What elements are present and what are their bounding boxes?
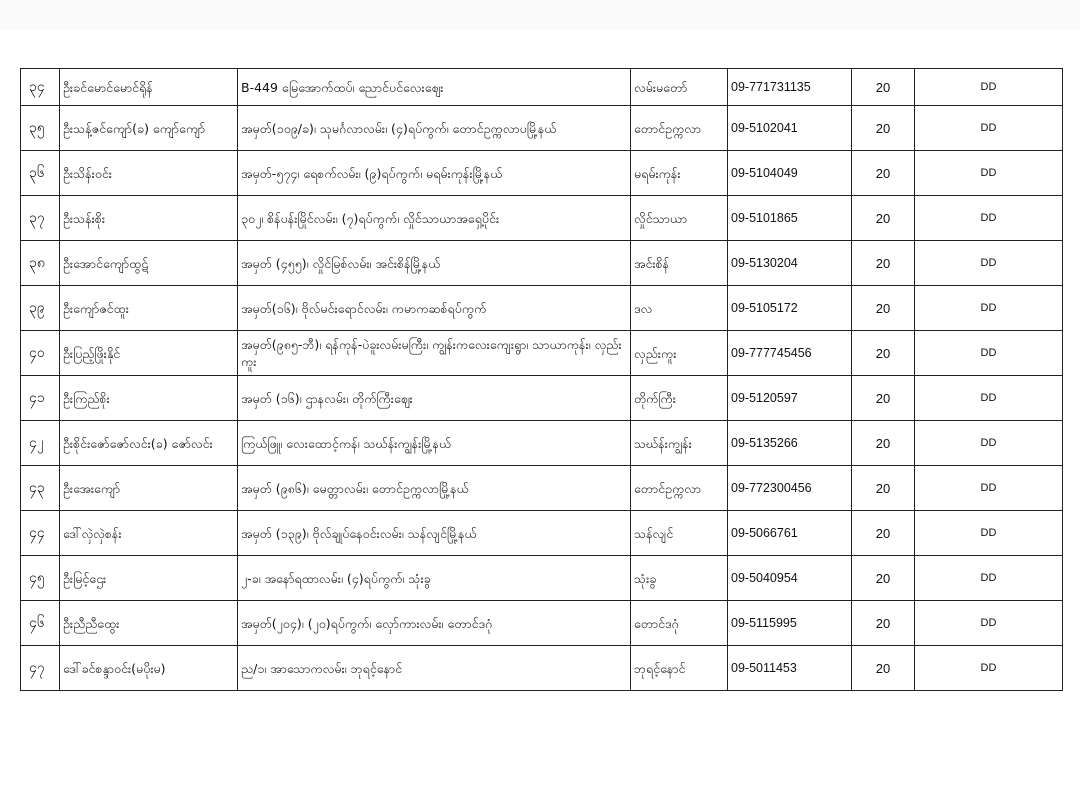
code-cell: DD	[915, 601, 1063, 646]
table-row	[21, 646, 1063, 691]
code-cell: DD	[915, 466, 1063, 511]
quantity-cell: 20	[852, 376, 915, 421]
quantity-cell: 20	[852, 151, 915, 196]
code-cell: DD	[915, 151, 1063, 196]
table-row	[21, 69, 1063, 106]
row-number: ၃၅	[21, 106, 60, 151]
phone-cell: 09-5120597	[728, 376, 852, 421]
township-cell: သုံးခွ	[631, 556, 728, 601]
name-cell: ဦးအောင်ကျော်ထွဋ်	[60, 241, 238, 286]
name-cell: ဦးအေးကျော်	[60, 466, 238, 511]
name-cell: ဦးခင်မောင်မောင်ရိုန်	[60, 69, 238, 106]
address-cell: အမှတ်(၉၈၅-ဘီ)၊ ရန်ကုန်-ပဲခူးလမ်းမကြီး၊ ကျွန်းကလေးကျေးရွာ၊ သာယာကုန်း၊ လှည်းကူး	[238, 331, 631, 376]
row-number: ၃၈	[21, 241, 60, 286]
name-cell: ဦးပြည့်ဖြိုးနိုင်	[60, 331, 238, 376]
address-cell: အမှတ် (၁၆)၊ ဌာနလမ်း၊ တိုက်ကြီးဈေး	[238, 376, 631, 421]
code-cell: DD	[915, 331, 1063, 376]
row-number: ၃၉	[21, 286, 60, 331]
address-cell: အမှတ်-၅၇၄၊ ရေစက်လမ်း၊ (၉)ရပ်ကွက်၊ မရမ်းကုန်းမြို့နယ်	[238, 151, 631, 196]
table-row	[21, 466, 1063, 511]
row-number: ၄၀	[21, 331, 60, 376]
township-cell: မရမ်းကုန်း	[631, 151, 728, 196]
row-number: ၄၆	[21, 601, 60, 646]
row-number: ၄၁	[21, 376, 60, 421]
phone-cell: 09-5105172	[728, 286, 852, 331]
quantity-cell: 20	[852, 556, 915, 601]
address-cell: အမှတ် (၁၃၉)၊ ဗိုလ်ချုပ်နေဝင်းလမ်း၊ သန်လျင်မြို့နယ်	[238, 511, 631, 556]
address-cell: အမှတ်(၁၆)၊ ဗိုလ်မင်းရောင်လမ်း၊ ကမာကဆစ်ရပ်ကွက်	[238, 286, 631, 331]
name-cell: ဦးမြင့်ဌေး	[60, 556, 238, 601]
township-cell: သဃ်န်းကျွန်း	[631, 421, 728, 466]
township-cell: တိုက်ကြီး	[631, 376, 728, 421]
quantity-cell: 20	[852, 196, 915, 241]
row-number: ၄၅	[21, 556, 60, 601]
name-cell: ဦးသန့်ဇင်ကျော်(ခ) ကျော်ကျော်	[60, 106, 238, 151]
code-cell: DD	[915, 241, 1063, 286]
name-cell: ဒေါ်လှဲလှဲစန်း	[60, 511, 238, 556]
township-cell: သန်လျင်	[631, 511, 728, 556]
phone-cell: 09-5101865	[728, 196, 852, 241]
address-cell: ကြယ်ဖြူ၊ လေးထောင့်ကန်၊ သဃ်န်းကျွန်းမြို့နယ်	[238, 421, 631, 466]
phone-cell: 09-5104049	[728, 151, 852, 196]
name-cell: ဦးသန်းစိုး	[60, 196, 238, 241]
phone-cell: 09-5115995	[728, 601, 852, 646]
address-cell: ည/၁၊ အာသောကလမ်း၊ ဘုရင့်နောင်	[238, 646, 631, 691]
quantity-cell: 20	[852, 106, 915, 151]
name-cell: ဦးကြည်စိုး	[60, 376, 238, 421]
code-cell: DD	[915, 511, 1063, 556]
address-cell: အမှတ် (၉၈၆)၊ မေတ္တာလမ်း၊ တောင်ဥက္ကလာမြို့နယ်	[238, 466, 631, 511]
quantity-cell: 20	[852, 331, 915, 376]
township-cell: ဘုရင့်နောင်	[631, 646, 728, 691]
address-cell: ၃၀၂၊ စိန်ပန်းမြိုင်လမ်း၊ (၇)ရပ်ကွက်၊ လှိုင်သာယာအရှေ့ပိုင်း	[238, 196, 631, 241]
row-number: ၃၄	[21, 69, 60, 106]
township-cell: အင်းစိန်	[631, 241, 728, 286]
code-cell: DD	[915, 556, 1063, 601]
name-cell: ဦးစိုင်းဇော်ဇော်လင်း(ခ) ဇော်လင်း	[60, 421, 238, 466]
phone-cell: 09-771731135	[728, 69, 852, 106]
phone-cell: 09-5135266	[728, 421, 852, 466]
quantity-cell: 20	[852, 601, 915, 646]
name-cell: ဦးညီညီထွေး	[60, 601, 238, 646]
address-cell: အမှတ်(၂၀၄)၊ (၂၀)ရပ်ကွက်၊ လှော်ကားလမ်း၊ တောင်ဒဂုံ	[238, 601, 631, 646]
quantity-cell: 20	[852, 466, 915, 511]
quantity-cell: 20	[852, 421, 915, 466]
table-row	[21, 601, 1063, 646]
code-cell: DD	[915, 69, 1063, 106]
address-cell: အမှတ်(၁၀၉/ခ)၊ သုမင်္ဂလာလမ်း၊ (၄)ရပ်ကွက်၊ တောင်ဥက္ကလာပမြို့နယ်	[238, 106, 631, 151]
township-cell: တောင်ဥက္ကလာ	[631, 106, 728, 151]
township-cell: လှည်းကူး	[631, 331, 728, 376]
phone-cell: 09-777745456	[728, 331, 852, 376]
table-row	[21, 241, 1063, 286]
table-row	[21, 106, 1063, 151]
quantity-cell: 20	[852, 286, 915, 331]
name-cell: ဦးသိန်းဝင်း	[60, 151, 238, 196]
township-cell: လှိုင်သာယာ	[631, 196, 728, 241]
name-cell: ဒေါ်ခင်စန္ဒာဝင်း(မပိုးမ)	[60, 646, 238, 691]
quantity-cell: 20	[852, 646, 915, 691]
table-row	[21, 331, 1063, 376]
phone-cell: 09-5066761	[728, 511, 852, 556]
address-cell: B-449 မြေအောက်ထပ်၊ ညောင်ပင်လေးဈေး	[238, 69, 631, 106]
row-number: ၄၄	[21, 511, 60, 556]
address-cell: ၂-ခ၊ အနော်ရထာလမ်း၊ (၄)ရပ်ကွက်၊ သုံးခွ	[238, 556, 631, 601]
code-cell: DD	[915, 106, 1063, 151]
row-number: ၄၃	[21, 466, 60, 511]
row-number: ၃၆	[21, 151, 60, 196]
table-row	[21, 376, 1063, 421]
quantity-cell: 20	[852, 69, 915, 106]
township-cell: တောင်ဒဂုံ	[631, 601, 728, 646]
table-row	[21, 421, 1063, 466]
code-cell: DD	[915, 196, 1063, 241]
phone-cell: 09-5130204	[728, 241, 852, 286]
member-table	[20, 68, 1063, 691]
code-cell: DD	[915, 286, 1063, 331]
phone-cell: 09-5011453	[728, 646, 852, 691]
quantity-cell: 20	[852, 511, 915, 556]
code-cell: DD	[915, 646, 1063, 691]
table-row	[21, 286, 1063, 331]
top-margin	[0, 0, 1080, 30]
row-number: ၃၇	[21, 196, 60, 241]
code-cell: DD	[915, 376, 1063, 421]
address-cell: အမှတ် (၄၅၅)၊ လှိုင်မြစ်လမ်း၊ အင်းစိန်မြို့နယ်	[238, 241, 631, 286]
township-cell: လမ်းမတော်	[631, 69, 728, 106]
quantity-cell: 20	[852, 241, 915, 286]
table-row	[21, 556, 1063, 601]
row-number: ၄၇	[21, 646, 60, 691]
table-row	[21, 196, 1063, 241]
table-row	[21, 151, 1063, 196]
row-number: ၄၂	[21, 421, 60, 466]
code-cell: DD	[915, 421, 1063, 466]
phone-cell: 09-5102041	[728, 106, 852, 151]
township-cell: ဒလ	[631, 286, 728, 331]
phone-cell: 09-5040954	[728, 556, 852, 601]
name-cell: ဦးကျော်ဇင်ထူး	[60, 286, 238, 331]
table-row	[21, 511, 1063, 556]
township-cell: တောင်ဥက္ကလာ	[631, 466, 728, 511]
phone-cell: 09-772300456	[728, 466, 852, 511]
